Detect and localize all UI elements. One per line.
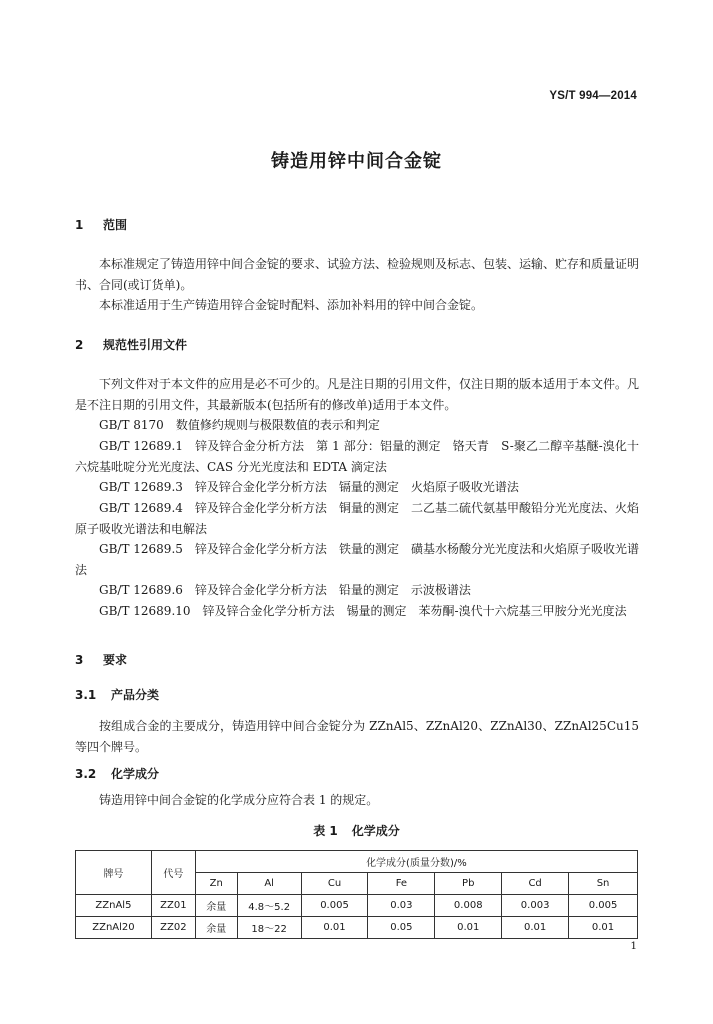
reference-code: GB/T 12689.1: [99, 439, 183, 453]
chemical-composition-table: [75, 850, 638, 939]
reference-text: 数值修约规则与极限数值的表示和判定: [175, 418, 380, 432]
cell-value: 0.01: [569, 917, 638, 939]
reference-text: 锌及锌合金化学分析方法 铁量的测定 磺基水杨酸分光光度法和火焰原子吸收光谱法: [75, 542, 640, 577]
reference-text: 锌及锌合金化学分析方法 镉量的测定 火焰原子吸收光谱法: [194, 480, 519, 494]
cell-value: 0.01: [435, 917, 502, 939]
cell-value: 0.008: [435, 895, 502, 917]
reference-code: GB/T 12689.5: [99, 542, 183, 556]
section-heading-requirements: [75, 651, 127, 668]
cell-code: ZZ02: [151, 917, 195, 939]
reference-code: GB/T 8170: [99, 418, 164, 432]
cell-value: 18～22: [237, 917, 301, 939]
cell-value: 0.005: [301, 895, 368, 917]
cell-value: 0.01: [301, 917, 368, 939]
section-title: 化学成分: [111, 767, 160, 781]
section-title: 规范性引用文件: [103, 338, 188, 352]
reference-text: 锌及锌合金化学分析方法 锡量的测定 苯芴酮-溴代十六烷基三甲胺分光光度法: [202, 604, 627, 618]
reference-item: [75, 580, 639, 601]
section-title: 范围: [103, 218, 128, 232]
subsection-heading-classification: [75, 686, 159, 703]
cell-grade: ZZnAl20: [76, 917, 152, 939]
reference-item: [75, 498, 639, 539]
reference-item: [75, 436, 639, 477]
cell-value: 0.05: [368, 917, 435, 939]
section-number: 2: [75, 338, 84, 352]
section-number: 1: [75, 218, 84, 232]
column-header-code: 代号: [151, 851, 195, 895]
reference-code: GB/T 12689.6: [99, 583, 183, 597]
reference-code: GB/T 12689.10: [99, 604, 191, 618]
column-header-element: Fe: [368, 873, 435, 895]
cell-value: 0.01: [502, 917, 569, 939]
cell-grade: ZZnAl5: [76, 895, 152, 917]
reference-item: [75, 415, 639, 436]
table-caption: [0, 822, 713, 839]
section-number: 3.2: [75, 767, 97, 781]
standard-code: YS/T 994—2014: [549, 90, 637, 102]
cell-value: 0.005: [569, 895, 638, 917]
table-row: [76, 895, 638, 917]
classification-paragraph: 按组成合金的主要成分，铸造用锌中间合金锭分为 ZZnAl5、ZZnAl20、ZZnAl30、ZZnAl25Cu15 等四个牌号。: [75, 719, 639, 754]
section-number: 3.1: [75, 688, 97, 702]
reference-code: GB/T 12689.4: [99, 501, 183, 515]
table-caption-title: 化学成分: [351, 824, 400, 838]
section-number: 3: [75, 653, 84, 667]
reference-text: 锌及锌合金分析方法 第 1 部分：铝量的测定 铬天青 S-聚乙二醇辛基醚-溴化十六烷基吡啶分光光度法、CAS 分光光度法和 EDTA 滴定法: [75, 439, 639, 474]
table-row: [76, 917, 638, 939]
table-caption-number: 表 1: [313, 824, 338, 838]
subsection-heading-chemical-composition: [75, 765, 159, 782]
reference-text: 锌及锌合金化学分析方法 铅量的测定 示波极谱法: [194, 583, 471, 597]
scope-paragraph-2: 本标准适用于生产铸造用锌合金锭时配料、添加补料用的锌中间合金锭。: [99, 298, 484, 312]
cell-code: ZZ01: [151, 895, 195, 917]
cell-value: 余量: [195, 917, 237, 939]
reference-code: GB/T 12689.3: [99, 480, 183, 494]
column-header-element: Al: [237, 873, 301, 895]
column-header-element: Cu: [301, 873, 368, 895]
cell-value: 0.03: [368, 895, 435, 917]
document-title: 铸造用锌中间合金锭: [271, 151, 442, 172]
chemical-composition-intro: 铸造用锌中间合金锭的化学成分应符合表 1 的规定。: [99, 793, 379, 807]
column-header-element: Pb: [435, 873, 502, 895]
cell-value: 余量: [195, 895, 237, 917]
column-header-element: Cd: [502, 873, 569, 895]
reference-text: 锌及锌合金化学分析方法 铜量的测定 二乙基二硫代氨基甲酸铅分光光度法、火焰原子吸收光谱法和电解法: [75, 501, 640, 536]
section-heading-scope: [75, 216, 127, 233]
section-title: 产品分类: [111, 688, 160, 702]
cell-value: 4.8～5.2: [237, 895, 301, 917]
column-header-element: Sn: [569, 873, 638, 895]
table-header-row: [76, 851, 638, 873]
scope-paragraph-1: 本标准规定了铸造用锌中间合金锭的要求、试验方法、检验规则及标志、包装、运输、贮存和质量证明书、合同(或订货单)。: [75, 257, 640, 292]
section-title: 要求: [103, 653, 128, 667]
page-number: 1: [630, 940, 637, 952]
reference-item: [75, 477, 639, 498]
references-intro: 下列文件对于本文件的应用是必不可少的。凡是注日期的引用文件，仅注日期的版本适用于本文件。凡是不注日期的引用文件，其最新版本(包括所有的修改单)适用于本文件。: [75, 377, 640, 412]
reference-item: [75, 539, 639, 580]
section-heading-references: [75, 336, 187, 353]
reference-item: [75, 601, 639, 622]
column-header-element: Zn: [195, 873, 237, 895]
column-header-grade: 牌号: [76, 851, 152, 895]
cell-value: 0.003: [502, 895, 569, 917]
column-header-composition: 化学成分(质量分数)/%: [195, 851, 637, 873]
